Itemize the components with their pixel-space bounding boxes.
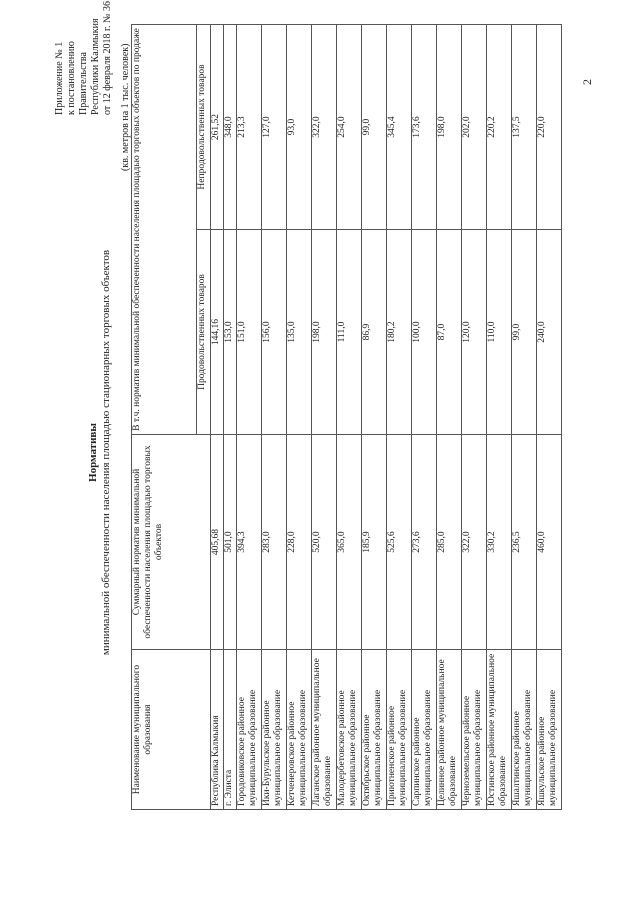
table-row xyxy=(287,25,312,810)
table-row xyxy=(262,25,287,810)
cell-food: 120,0 xyxy=(462,230,487,435)
cell-name: Республика Калмыкия xyxy=(211,650,224,810)
page-number: 2 xyxy=(580,79,594,85)
units-note: (кв. метров на 1 тыс. человек) xyxy=(120,43,131,171)
cell-total: 405,68 xyxy=(211,435,224,650)
header-municipality: Наименование муниципального образования xyxy=(132,650,211,810)
table-row xyxy=(512,25,537,810)
cell-nonfood: 220,0 xyxy=(537,25,562,230)
cell-total: 525,6 xyxy=(387,435,412,650)
cell-food: 87,0 xyxy=(437,230,462,435)
cell-food: 144,16 xyxy=(211,230,224,435)
annex-line-3: Республики Калмыкия xyxy=(90,18,101,115)
cell-nonfood: 261,52 xyxy=(211,25,224,230)
cell-total: 330,2 xyxy=(487,435,512,650)
cell-total: 228,0 xyxy=(287,435,312,650)
cell-nonfood: 127,0 xyxy=(262,25,287,230)
cell-total: 460,0 xyxy=(537,435,562,650)
annex-line-2: к постановлению Правительства xyxy=(66,41,89,115)
cell-name: Юстинское районное муниципальное образование xyxy=(487,650,512,810)
cell-name: Кетченеровское районное муниципальное образование xyxy=(287,650,312,810)
cell-nonfood: 137,5 xyxy=(512,25,537,230)
cell-name: Черноземельское районное муниципальное образование xyxy=(462,650,487,810)
table-row xyxy=(462,25,487,810)
cell-food: 151,0 xyxy=(237,230,262,435)
cell-food: 111,0 xyxy=(337,230,362,435)
header-breakdown: В т.ч. норматив минимальной обеспеченности населения площадью торговых объектов по продаже xyxy=(132,25,197,435)
table-row xyxy=(387,25,412,810)
cell-nonfood: 202,0 xyxy=(462,25,487,230)
table-row xyxy=(487,25,512,810)
cell-food: 135,0 xyxy=(287,230,312,435)
cell-name: Октябрьское районное муниципальное образование xyxy=(362,650,387,810)
header-food: Продовольственных товаров xyxy=(196,230,210,435)
cell-nonfood: 220,2 xyxy=(487,25,512,230)
cell-name: Яшкульское районное муниципальное образование xyxy=(537,650,562,810)
cell-name: Лаганское районное муниципальное образование xyxy=(312,650,337,810)
table-row xyxy=(337,25,362,810)
cell-nonfood: 322,0 xyxy=(312,25,337,230)
cell-total: 185,9 xyxy=(362,435,387,650)
table-row xyxy=(362,25,387,810)
cell-nonfood: 345,4 xyxy=(387,25,412,230)
cell-nonfood: 348,0 xyxy=(224,25,237,230)
table-row xyxy=(224,25,237,810)
cell-food: 240,0 xyxy=(537,230,562,435)
table-body xyxy=(211,25,562,810)
cell-nonfood: 173,6 xyxy=(412,25,437,230)
cell-food: 153,0 xyxy=(224,230,237,435)
table-row xyxy=(237,25,262,810)
header-nonfood: Непродовольственных товаров xyxy=(196,25,210,230)
cell-total: 394,3 xyxy=(237,435,262,650)
document-subtitle: минимальной обеспеченности населения площадью стационарных торговых объектов xyxy=(100,249,112,656)
cell-total: 236,5 xyxy=(512,435,537,650)
cell-total: 501,0 xyxy=(224,435,237,650)
cell-name: Городовиковское районное муниципальное образование xyxy=(237,650,262,810)
cell-nonfood: 198,0 xyxy=(437,25,462,230)
cell-total: 322,0 xyxy=(462,435,487,650)
table-header-row xyxy=(132,25,197,810)
norms-table xyxy=(131,24,562,810)
cell-food: 156,0 xyxy=(262,230,287,435)
cell-total: 520,0 xyxy=(312,435,337,650)
header-total-norm: Суммарный норматив минимальной обеспеченности населения площадью торговых объектов xyxy=(132,435,211,650)
cell-total: 283,0 xyxy=(262,435,287,650)
cell-nonfood: 93,0 xyxy=(287,25,312,230)
cell-name: Малодербетовское районное муниципальное образование xyxy=(337,650,362,810)
cell-total: 285,0 xyxy=(437,435,462,650)
annex-line-1: Приложение № 1 xyxy=(54,41,65,115)
cell-name: г. Элиста xyxy=(224,650,237,810)
cell-name: Целинное районное муниципальное образование xyxy=(437,650,462,810)
cell-food: 110,0 xyxy=(487,230,512,435)
cell-nonfood: 99,0 xyxy=(362,25,387,230)
cell-food: 100,0 xyxy=(412,230,437,435)
cell-food: 86,9 xyxy=(362,230,387,435)
table-row xyxy=(437,25,462,810)
cell-food: 99,0 xyxy=(512,230,537,435)
cell-food: 180,2 xyxy=(387,230,412,435)
cell-nonfood: 213,3 xyxy=(237,25,262,230)
cell-total: 365,0 xyxy=(337,435,362,650)
cell-total: 273,6 xyxy=(412,435,437,650)
document-title: Нормативы xyxy=(87,423,99,482)
table-row xyxy=(312,25,337,810)
table-row xyxy=(412,25,437,810)
cell-food: 198,0 xyxy=(312,230,337,435)
cell-nonfood: 254,0 xyxy=(337,25,362,230)
cell-name: Ики-Бурульское районное муниципальное образование xyxy=(262,650,287,810)
cell-name: Приютненское районное муниципальное образование xyxy=(387,650,412,810)
cell-name: Яшалтинское районное муниципальное образование xyxy=(512,650,537,810)
cell-name: Сарпинское районное муниципальное образование xyxy=(412,650,437,810)
table-row xyxy=(211,25,224,810)
annex-line-4: от 12 февраля 2018 г. № 36 xyxy=(102,0,113,115)
table-row xyxy=(537,25,562,810)
